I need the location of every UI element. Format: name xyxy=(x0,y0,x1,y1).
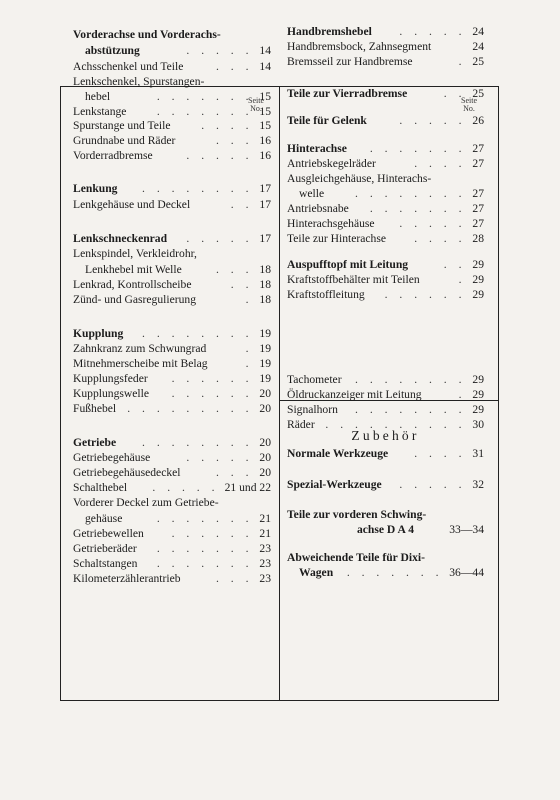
toc-leader-dots: . . . . . . . xyxy=(156,542,253,555)
toc-entry-title: Schaltstangen xyxy=(73,557,138,570)
toc-entry-title: Schalthebel xyxy=(73,481,128,494)
toc-entry xyxy=(287,231,484,246)
toc-entry-page: 36—44 xyxy=(449,566,484,579)
toc-entry xyxy=(73,277,271,292)
toc-leader-dots: . xyxy=(245,293,253,306)
toc-leader-dots: . . . . xyxy=(201,119,253,132)
toc-entry-page: 28 xyxy=(472,232,484,245)
toc-entry-page: 27 xyxy=(472,157,484,170)
toc-entry-page: 14 xyxy=(259,60,271,73)
toc-entry-page: 29 xyxy=(472,403,484,416)
toc-leader-dots: . . . . xyxy=(414,232,466,245)
toc-entry-page: 17 xyxy=(259,232,271,245)
toc-entry xyxy=(73,480,271,495)
toc-entry xyxy=(73,292,271,307)
toc-entry xyxy=(73,27,271,42)
toc-entry-page: 19 xyxy=(259,372,271,385)
toc-entry-page: 20 xyxy=(259,402,271,415)
toc-entry xyxy=(287,24,484,39)
toc-leader-dots: . . . . . . . . xyxy=(142,182,253,195)
toc-leader-dots: . . . . xyxy=(414,157,466,170)
toc-leader-dots: . . . . . xyxy=(399,114,466,127)
toc-entry-title: Getrieberäder xyxy=(73,542,137,555)
toc-entry-title: Signalhorn xyxy=(287,403,338,416)
toc-entry xyxy=(73,104,271,119)
toc-entry xyxy=(73,148,271,163)
toc-leader-dots: . . . . . . . . xyxy=(142,436,253,449)
toc-entry-page: 31 xyxy=(472,447,484,460)
toc-entry xyxy=(287,446,484,461)
toc-entry-title: Handbremshebel xyxy=(287,25,372,38)
toc-leader-dots: . . . . . . . xyxy=(156,512,253,525)
toc-entry xyxy=(73,541,271,556)
toc-entry-title: Auspufftopf mit Leitung xyxy=(287,258,409,271)
toc-entry-page: 29 xyxy=(472,388,484,401)
toc-entry xyxy=(73,133,271,148)
toc-leader-dots: . . . . . . . . . xyxy=(127,402,253,415)
toc-leader-dots: . . . . . xyxy=(186,44,253,57)
toc-entry-page: 32 xyxy=(472,478,484,491)
toc-leader-dots: . . . xyxy=(216,134,253,147)
toc-entry xyxy=(287,372,484,387)
toc-entry-title: Fußhebel xyxy=(73,402,117,415)
toc-entry-page: 17 xyxy=(259,198,271,211)
toc-entry-title: Tachometer xyxy=(287,373,342,386)
toc-entry xyxy=(287,201,484,216)
toc-entry-title: Normale Werkzeuge xyxy=(287,447,389,460)
toc-entry xyxy=(73,511,271,526)
toc-entry-title: Vorderachse und Vorderachs- xyxy=(73,28,221,41)
toc-entry xyxy=(287,402,484,417)
toc-entry xyxy=(73,197,271,212)
toc-leader-dots: . . . . . . . xyxy=(156,105,253,118)
toc-entry xyxy=(73,74,271,89)
toc-entry-title: Teile zur vorderen Schwing- xyxy=(287,508,427,521)
toc-leader-dots: . xyxy=(245,342,253,355)
toc-entry-title: Kraftstoffleitung xyxy=(287,288,365,301)
toc-entry xyxy=(73,231,271,246)
toc-entry-page: 18 xyxy=(259,293,271,306)
toc-leader-dots: . xyxy=(458,55,466,68)
toc-entry xyxy=(73,435,271,450)
toc-leader-dots: . . . . . xyxy=(186,232,253,245)
toc-entry-title: Hinterachse xyxy=(287,142,347,155)
toc-entry-page: 27 xyxy=(472,187,484,200)
toc-leader-dots: . . xyxy=(230,198,253,211)
toc-entry-page: 19 xyxy=(259,342,271,355)
toc-entry xyxy=(287,86,484,101)
toc-entry-title: Lenkung xyxy=(73,182,118,195)
toc-entry-title: Kupplungsfeder xyxy=(73,372,148,385)
toc-entry xyxy=(73,450,271,465)
toc-entry-page: 20 xyxy=(259,451,271,464)
toc-entry-title: Spurstange und Teile xyxy=(73,119,171,132)
toc-entry-title: Kupplungswelle xyxy=(73,387,149,400)
toc-entry-page: 20 xyxy=(259,436,271,449)
toc-entry-title: Zahnkranz zum Schwungrad xyxy=(73,342,207,355)
toc-entry-title: Wagen xyxy=(299,566,334,579)
toc-entry-title: Antriebskegelräder xyxy=(287,157,376,170)
toc-leader-dots: . . . . xyxy=(414,447,466,460)
toc-entry xyxy=(287,550,484,565)
toc-entry-page: 24 xyxy=(472,25,484,38)
toc-leader-dots: . . . . . xyxy=(186,451,253,464)
toc-entry-page: 19 xyxy=(259,327,271,340)
toc-entry-page: 19 xyxy=(259,357,271,370)
toc-entry-page: 16 xyxy=(259,134,271,147)
toc-entry-title: Getriebe xyxy=(73,436,117,449)
toc-entry-title: Ausgleichgehäuse, Hinterachs- xyxy=(287,172,432,185)
toc-leader-dots: . . . . . xyxy=(399,217,466,230)
toc-entry xyxy=(73,262,271,277)
toc-entry-title: welle xyxy=(299,187,325,200)
seite-label: Seite xyxy=(461,96,477,105)
toc-entry-title: Getriebegehäusedeckel xyxy=(73,466,181,479)
toc-leader-dots: . . . . . xyxy=(186,149,253,162)
toc-leader-dots: . . . . . . . . xyxy=(355,403,466,416)
toc-entry-title: Vorderradbremse xyxy=(73,149,153,162)
toc-entry xyxy=(287,522,484,537)
toc-entry-title: Getriebewellen xyxy=(73,527,144,540)
toc-entry xyxy=(287,507,484,522)
toc-entry xyxy=(73,326,271,341)
toc-entry xyxy=(73,526,271,541)
zubehoer-heading: Zubehör xyxy=(351,428,420,443)
seite-no-label: No. xyxy=(463,104,475,113)
toc-entry-page: 23 xyxy=(259,572,271,585)
toc-leader-dots: . . . . . . . . . . xyxy=(325,418,466,431)
toc-entry xyxy=(287,54,484,69)
seite-label: Seite xyxy=(248,96,264,105)
toc-entry xyxy=(287,387,484,402)
toc-leader-dots: . . . . . . . xyxy=(346,566,443,579)
seite-no-label: No. xyxy=(250,104,262,113)
toc-entry-title: Öldruckanzeiger mit Leitung xyxy=(287,388,422,401)
toc-entry xyxy=(73,495,271,510)
toc-entry-page: 16 xyxy=(259,149,271,162)
toc-leader-dots: . . . xyxy=(216,263,253,276)
toc-entry xyxy=(287,272,484,287)
toc-entry-title: hebel xyxy=(85,90,111,103)
toc-entry xyxy=(73,59,271,74)
toc-entry-title: Vorderer Deckel zum Getriebe- xyxy=(73,496,219,509)
toc-entry-page: 20 xyxy=(259,466,271,479)
toc-entry xyxy=(73,89,271,104)
toc-leader-dots: . . . . . . . xyxy=(156,557,253,570)
toc-leader-dots: . xyxy=(458,273,466,286)
toc-entry-title: Bremsseil zur Handbremse xyxy=(287,55,413,68)
toc-entry-title: gehäuse xyxy=(85,512,123,525)
toc-leader-dots: . . . xyxy=(216,60,253,73)
toc-entry-page: 23 xyxy=(259,542,271,555)
toc-entry-page: 29 xyxy=(472,273,484,286)
toc-entry xyxy=(73,181,271,196)
toc-entry-title: Lenkspindel, Verkleidrohr, xyxy=(73,247,197,260)
toc-entry-title: achse D A 4 xyxy=(356,523,414,536)
toc-entry xyxy=(287,141,484,156)
toc-entry-page: 33—34 xyxy=(449,523,484,536)
toc-leader-dots: . . . . . . . xyxy=(369,202,466,215)
column-divider xyxy=(279,86,280,701)
toc-entry-page: 25 xyxy=(472,55,484,68)
toc-entry xyxy=(287,477,484,492)
toc-entry xyxy=(287,171,484,186)
toc-entry-page: 21 xyxy=(259,512,271,525)
toc-entry-title: abstützung xyxy=(85,44,140,57)
toc-entry-title: Lenkstange xyxy=(73,105,127,118)
toc-entry-title: Teile zur Hinterachse xyxy=(287,232,386,245)
toc-entry xyxy=(73,246,271,261)
toc-entry xyxy=(73,118,271,133)
toc-entry xyxy=(287,216,484,231)
toc-entry xyxy=(73,371,271,386)
toc-entry-page: 14 xyxy=(259,44,271,57)
toc-entry-title: Lenkschenkel, Spurstangen- xyxy=(73,75,205,88)
toc-entry xyxy=(287,186,484,201)
toc-entry-page: 20 xyxy=(259,387,271,400)
toc-entry xyxy=(287,287,484,302)
toc-entry-title: Hinterachsgehäuse xyxy=(287,217,375,230)
toc-entry xyxy=(287,39,484,54)
toc-entry-title: Getriebegehäuse xyxy=(73,451,151,464)
toc-entry xyxy=(73,465,271,480)
toc-leader-dots: . . . . . . . . xyxy=(142,327,253,340)
toc-entry xyxy=(73,43,271,58)
toc-leader-dots: . . xyxy=(443,87,466,100)
toc-entry-title: Räder xyxy=(287,418,315,431)
toc-leader-dots: . . . xyxy=(216,466,253,479)
toc-leader-dots: . . . . . . xyxy=(384,288,466,301)
toc-entry xyxy=(287,113,484,128)
toc-entry xyxy=(287,565,484,580)
toc-entry-page: 21 und 22 xyxy=(224,481,271,494)
toc-entry-page: 17 xyxy=(259,182,271,195)
toc-entry-page: 26 xyxy=(472,114,484,127)
toc-entry xyxy=(73,571,271,586)
toc-leader-dots: . . . . . . . xyxy=(369,142,466,155)
toc-leader-dots: . xyxy=(245,357,253,370)
toc-entry-title: Lenkgehäuse und Deckel xyxy=(73,198,191,211)
toc-entry-page: 23 xyxy=(259,557,271,570)
toc-entry xyxy=(73,401,271,416)
toc-entry-title: Grundnabe und Räder xyxy=(73,134,176,147)
toc-entry-title: Mitnehmerscheibe mit Belag xyxy=(73,357,208,370)
toc-entry-title: Zünd- und Gasregulierung xyxy=(73,293,196,306)
toc-leader-dots: . . . . . . . xyxy=(156,90,253,103)
toc-leader-dots: . . . . . . . . xyxy=(355,373,466,386)
toc-entry-page: 27 xyxy=(472,142,484,155)
toc-entry xyxy=(73,556,271,571)
toc-leader-dots: . . . . . xyxy=(152,481,219,494)
toc-entry-title: Lenkhebel mit Welle xyxy=(85,263,182,276)
toc-entry-title: Kraftstoffbehälter mit Teilen xyxy=(287,273,420,286)
toc-entry xyxy=(73,356,271,371)
toc-entry xyxy=(73,341,271,356)
toc-entry-title: Abweichende Teile für Dixi- xyxy=(287,551,425,564)
toc-entry-title: Kupplung xyxy=(73,327,124,340)
toc-leader-dots: . . . . . xyxy=(399,25,466,38)
toc-entry-title: Spezial-Werkzeuge xyxy=(287,478,382,491)
toc-entry-page: 18 xyxy=(259,263,271,276)
toc-entry-page: 15 xyxy=(259,105,271,118)
toc-entry-page: 24 xyxy=(472,40,484,53)
toc-entry xyxy=(287,156,484,171)
toc-entry-page: 29 xyxy=(472,258,484,271)
toc-leader-dots: . . xyxy=(230,278,253,291)
toc-entry-title: Lenkrad, Kontrollscheibe xyxy=(73,278,192,291)
toc-leader-dots: . xyxy=(458,388,466,401)
toc-leader-dots: . . . . . . . . xyxy=(355,187,466,200)
toc-entry-title: Teile zur Vierradbremse xyxy=(287,87,408,100)
toc-entry-title: Antriebsnabe xyxy=(287,202,349,215)
toc-entry-page: 29 xyxy=(472,288,484,301)
toc-entry-page: 27 xyxy=(472,217,484,230)
toc-entry-title: Kilometerzählerantrieb xyxy=(73,572,181,585)
toc-entry-page: 18 xyxy=(259,278,271,291)
toc-entry xyxy=(73,386,271,401)
toc-leader-dots: . . . xyxy=(216,572,253,585)
toc-leader-dots: . . . . . . xyxy=(171,387,253,400)
toc-entry-page: 15 xyxy=(259,90,271,103)
toc-leader-dots: . . . . . . xyxy=(171,527,253,540)
toc-entry-page: 27 xyxy=(472,202,484,215)
toc-leader-dots: . . . . . . xyxy=(171,372,253,385)
toc-entry-page: 21 xyxy=(259,527,271,540)
toc-entry-page: 30 xyxy=(472,418,484,431)
toc-entry-page: 29 xyxy=(472,373,484,386)
toc-leader-dots: . . . . . xyxy=(399,478,466,491)
toc-entry-title: Handbremsbock, Zahnsegment xyxy=(287,40,432,53)
toc-entry-page: 15 xyxy=(259,119,271,132)
toc-entry-title: Achsschenkel und Teile xyxy=(73,60,184,73)
toc-leader-dots: . . xyxy=(443,258,466,271)
toc-entry xyxy=(287,257,484,272)
toc-entry-title: Lenkschneckenrad xyxy=(73,232,168,245)
toc-entry-page: 25 xyxy=(472,87,484,100)
toc-entry-title: Teile für Gelenk xyxy=(287,114,367,127)
